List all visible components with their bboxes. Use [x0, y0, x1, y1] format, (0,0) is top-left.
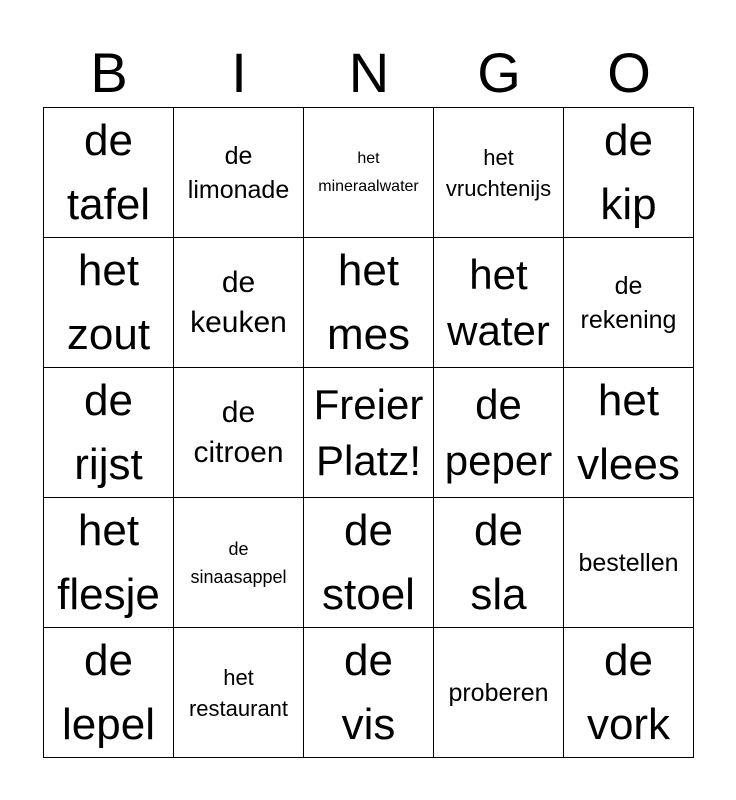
cell-text: de sla: [470, 505, 527, 619]
free-space-text: Freier Platz!: [313, 380, 424, 484]
bingo-cell[interactable]: [564, 238, 694, 368]
cell-text: de stoel: [322, 505, 415, 619]
bingo-cell[interactable]: [304, 498, 434, 628]
header-letter-n: N: [348, 41, 390, 104]
bingo-cell[interactable]: [174, 108, 304, 238]
bingo-card: [43, 107, 694, 758]
bingo-cell[interactable]: [434, 238, 564, 368]
bingo-cell[interactable]: [44, 238, 174, 368]
cell-text: de lepel: [62, 635, 155, 749]
cell-text: de kip: [600, 115, 657, 229]
bingo-header: [44, 38, 694, 108]
bingo-cell[interactable]: [564, 108, 694, 238]
bingo-cell[interactable]: [174, 368, 304, 498]
cell-text: de rekening: [580, 271, 677, 334]
bingo-cell[interactable]: [304, 628, 434, 758]
header-letter-b: B: [90, 41, 128, 104]
bingo-cell[interactable]: [564, 498, 694, 628]
cell-text: het flesje: [57, 505, 160, 619]
cell-text: de limonade: [187, 141, 290, 204]
bingo-cell[interactable]: [434, 108, 564, 238]
cell-text: de vork: [586, 635, 671, 749]
cell-text: het vlees: [577, 375, 680, 489]
cell-text: het mineraalwater: [318, 149, 419, 195]
cell-text: de peper: [444, 380, 553, 484]
bingo-cell[interactable]: [44, 628, 174, 758]
bingo-cell[interactable]: [174, 238, 304, 368]
cell-text: het restaurant: [188, 664, 289, 721]
header-letter-i: I: [231, 41, 247, 104]
cell-text: het mes: [326, 245, 411, 359]
cell-text: de rijst: [74, 375, 143, 489]
cell-text: de vis: [341, 635, 396, 749]
bingo-cell[interactable]: [44, 498, 174, 628]
cell-text: bestellen: [578, 548, 679, 577]
bingo-cell[interactable]: [304, 108, 434, 238]
header-letter-o: O: [607, 41, 651, 104]
cell-text: de tafel: [66, 115, 151, 229]
cell-text: de citroen: [193, 395, 284, 469]
cell-text: proberen: [448, 678, 549, 707]
cell-text: het zout: [66, 245, 151, 359]
bingo-cell[interactable]: [44, 108, 174, 238]
bingo-cell[interactable]: [434, 368, 564, 498]
bingo-cell[interactable]: [174, 628, 304, 758]
bingo-cell[interactable]: [174, 498, 304, 628]
bingo-cell free-space[interactable]: [304, 368, 434, 498]
bingo-cell[interactable]: [564, 368, 694, 498]
bingo-cell[interactable]: [304, 238, 434, 368]
cell-text: het water: [447, 250, 550, 354]
cell-text: het vruchtenijs: [445, 144, 552, 201]
header-letter-g: G: [477, 41, 521, 104]
bingo-cell[interactable]: [564, 628, 694, 758]
bingo-cell[interactable]: [434, 628, 564, 758]
bingo-cell[interactable]: [434, 498, 564, 628]
cell-text: de sinaasappel: [190, 538, 287, 587]
cell-text: de keuken: [190, 265, 287, 339]
bingo-cell[interactable]: [44, 368, 174, 498]
